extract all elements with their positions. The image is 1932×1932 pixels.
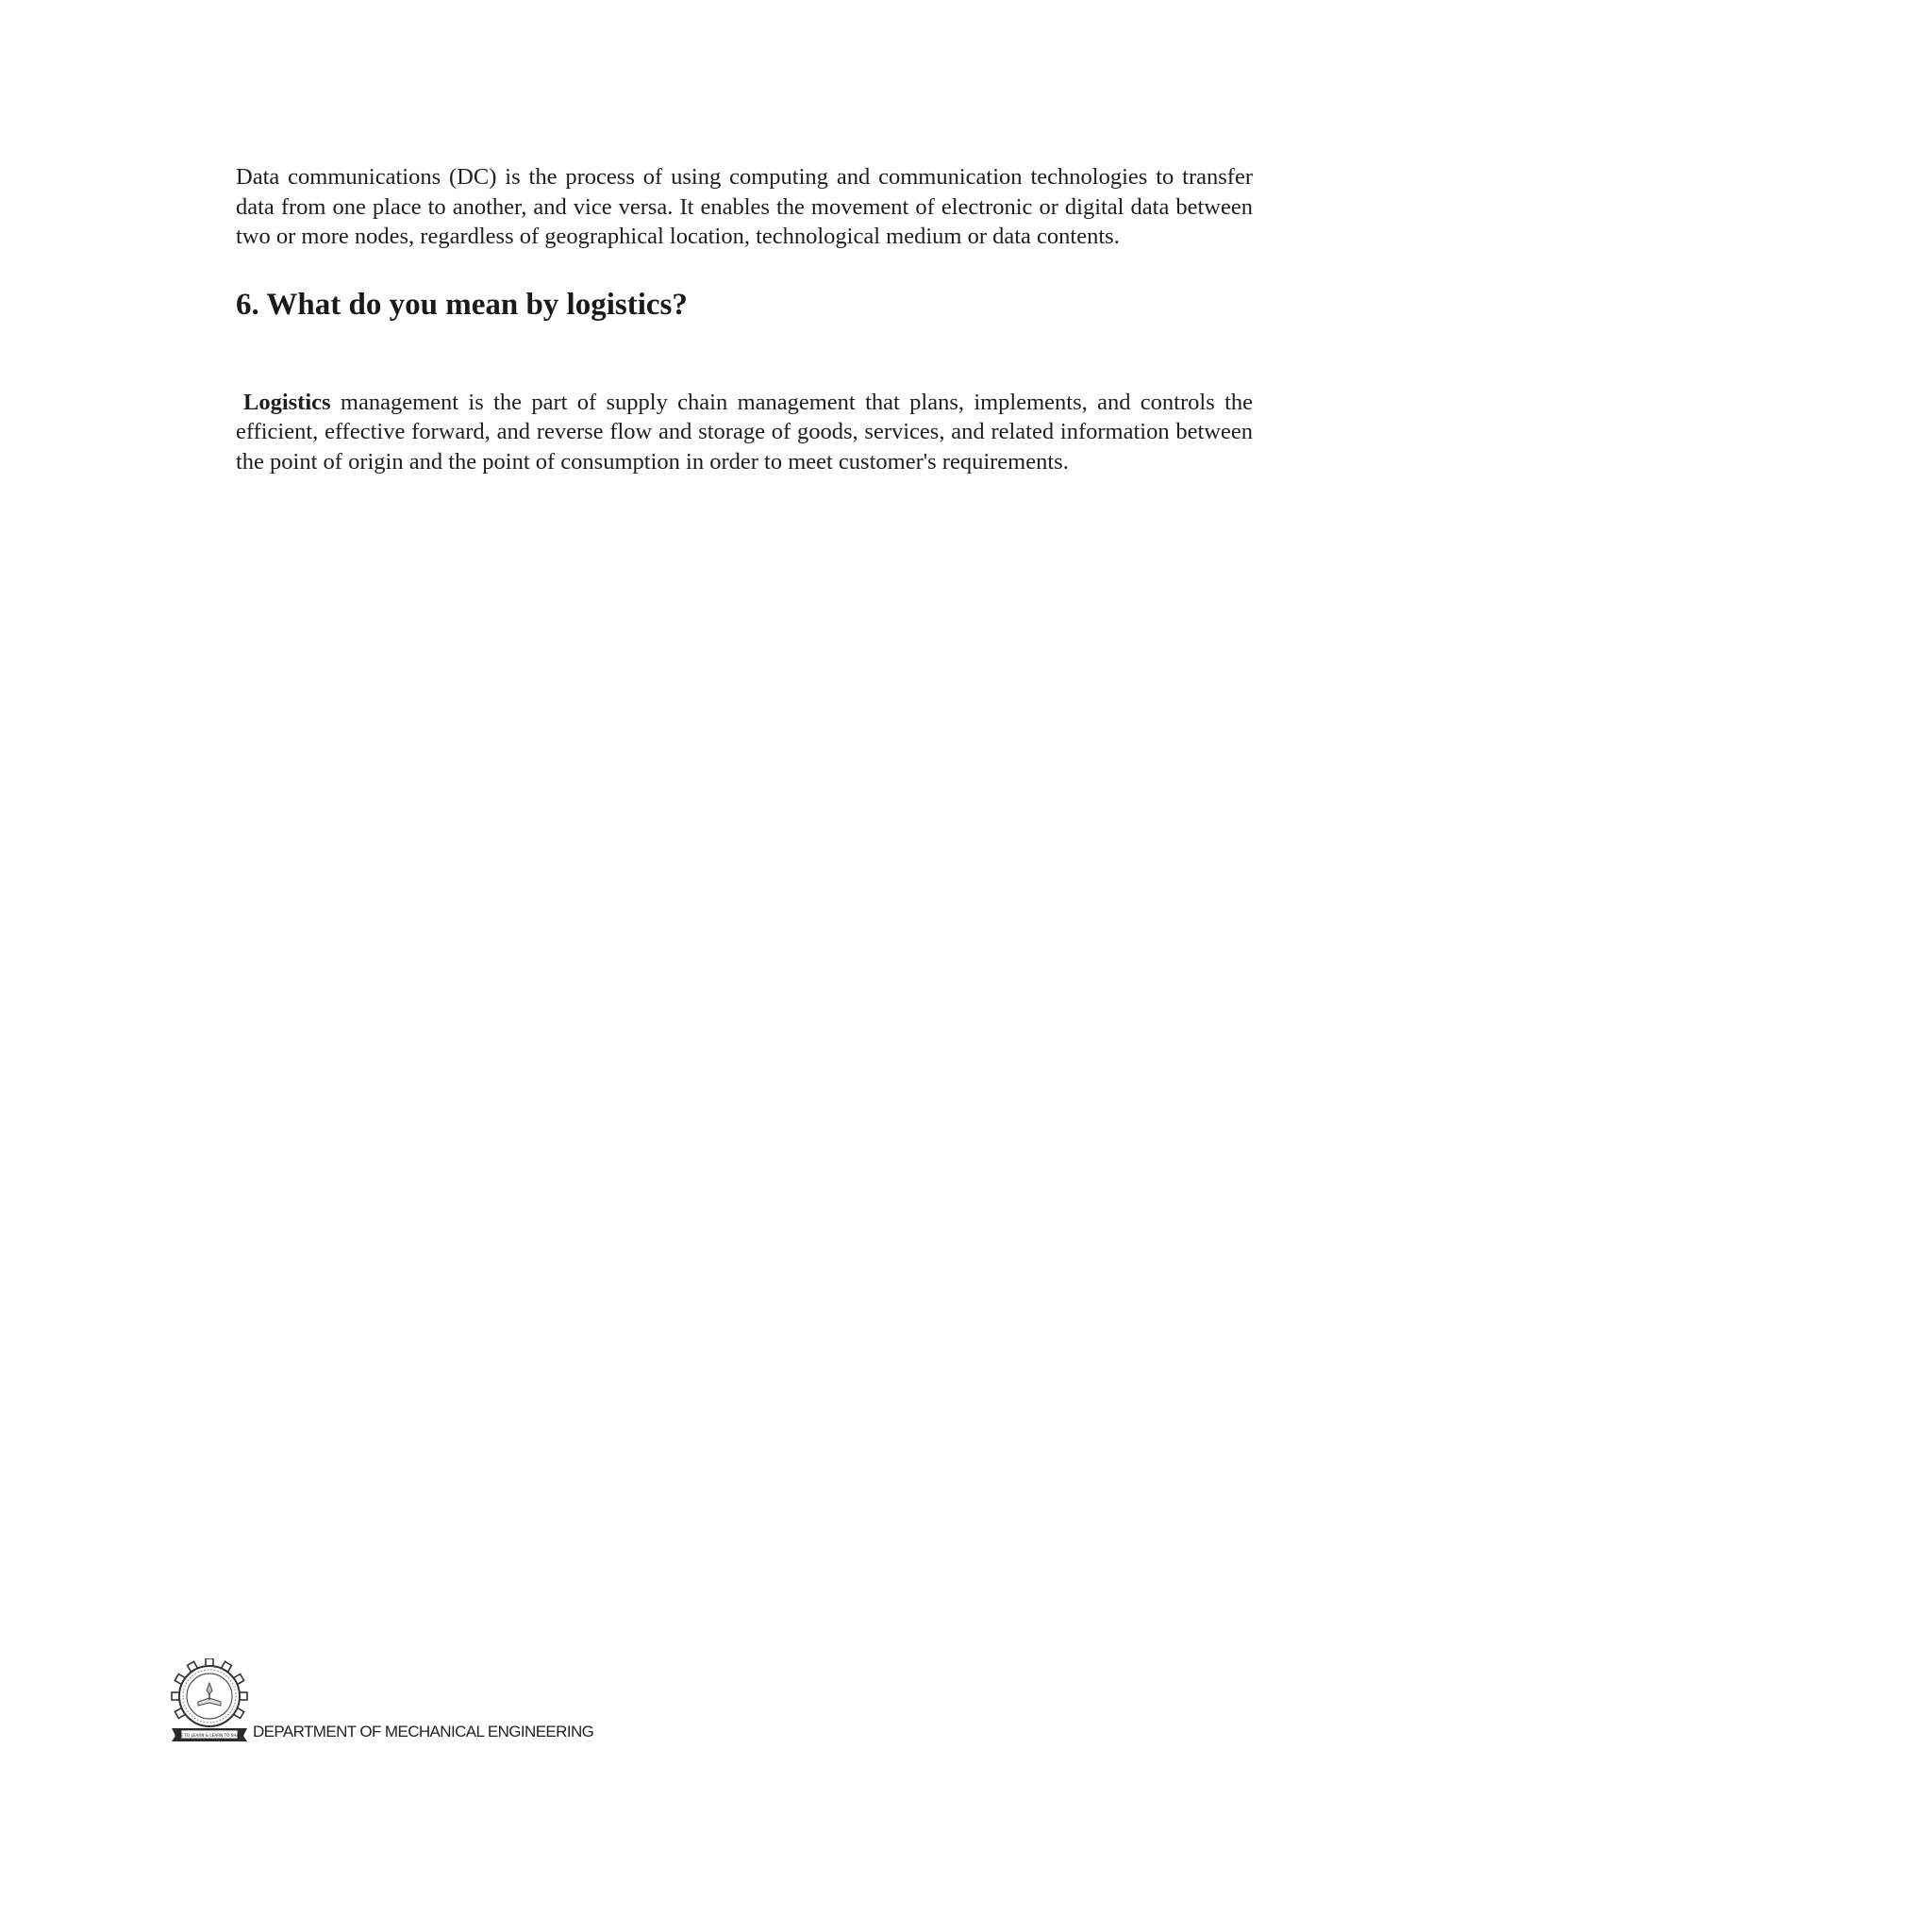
page-footer — [168, 1658, 828, 1753]
logistics-answer-text: management is the part of supply chain management that plans, implements, and controls the efficient, effective forward, and reverse flow and storage of goods, services, and related information between the point of origin and the point of consumption in order to meet customer's requirements. — [236, 389, 1253, 475]
data-communications-paragraph: Data communications (DC) is the process of using computing and communication technologies to transfer data from one place to another, and vice versa. It enables the movement of electronic or digital data between two or more nodes, regardless of geographical location, technological medium or data contents. — [236, 164, 1253, 249]
logistics-answer-paragraph — [236, 388, 1253, 477]
logistics-lead-term: Logistics — [243, 389, 331, 415]
college-emblem-gear-icon — [168, 1658, 251, 1741]
page-content — [236, 162, 1253, 476]
department-name: DEPARTMENT OF MECHANICAL ENGINEERING — [253, 1723, 594, 1740]
question-heading: 6. What do you mean by logistics? — [236, 287, 688, 322]
logo-motto: LIVE TO LEARN & LEARN TO SHARE — [174, 1733, 245, 1738]
